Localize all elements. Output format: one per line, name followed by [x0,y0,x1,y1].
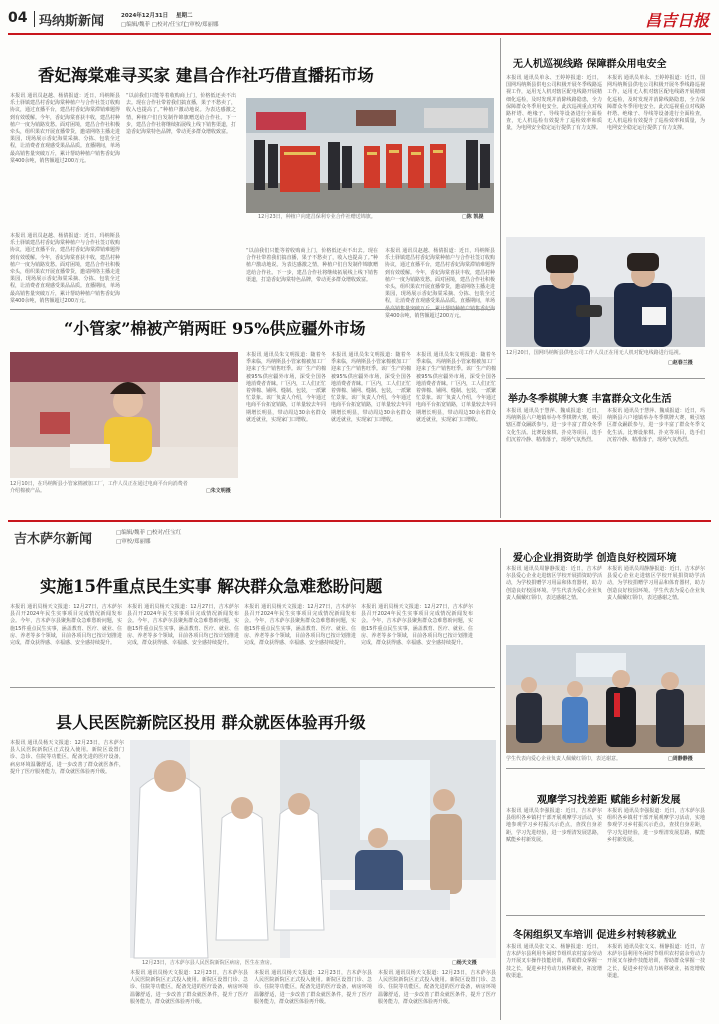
article-a1-col2: “以前我们只能等着收购商上门，价格低还卖不出去。现在合作社带着我们搞直播，果子不愁卖了，收入也提高了。”种植户激动地说。为表达感激之情，种植户们自发制作锦旗赠送给合作社。下一步，建昌合作社将继续拓展线上线下销售渠道，打造香妃海棠特色品牌，带动更多群众增收致富。 [126,93,237,136]
editor-credits: □编辑/魏菲 □校对/任宝红 [121,22,187,28]
article-b5-col2: 本报讯 通讯员张文义、杨静报道：近日，吉木萨尔县利用冬闲时节组织农村富余劳动力开展叉车操作技能培训，帮助群众掌握一技之长，促进乡村劳动力转移就业，拓宽增收渠道。 [607,944,705,979]
section-rule [8,520,711,522]
article-b3-col2: 本报讯 通讯员杨天文报道：12月23日，吉木萨尔县人民医院新院区正式投入使用。新院区设置门诊、急诊、住院等功能区，配备先进的医疗设备，病房环境温馨舒适，进一步改善了群众就医条件，提升了医疗服务能力，群众就医体验再升级。 [130,970,248,1005]
article-a1-col1: 本报讯 通讯员赵越、杨倩报道：近日，玛纳斯县乐土驿镇建昌村香妃海棠种植户与合作社签订收购协议，通过直播平台，建昌村香妃海棠滞销难题得到有效缓解。今年，香妃海棠喜获丰收，建昌村种植户一度为销路发愁。面对困境，建昌合作社积极牵头，组织果农开展直播带货，邀请网络主播走进果园，现场展示香妃海棠采摘、分拣、包装全过程，让消费者直观感受果品品质。直播期间，单场最高销售量突破万斤，累计帮助种植户销售香妃海棠400余吨，销售额超过200万元。 [10,93,121,164]
issue-date: 2024年12月31日 [121,13,169,19]
article-b5-col1: 本报讯 通讯员张文义、杨静报道：近日，吉木萨尔县利用冬闲时节组织农村富余劳动力开展叉车操作技能培训，帮助群众掌握一技之长，促进乡村劳动力转移就业，拓宽增收渠道。 [506,944,602,979]
section-title-jimsar: 吉木萨尔新闻 [14,532,93,547]
article-a3-col1: 本报讯 通讯员朱文明报道：随着冬季来临，玛纳斯县小管家棉被加工厂迎来了生产销售旺季。该厂生产的棉被95%供应疆外市场，深受全国各地消费者青睐。厂区内，工人们正忙着弹棉、铺网、缝制、包装，一派繁忙景象。该厂负责人介绍，今年通过电商平台拓宽销路，订单量较去年同期增长明显，带动周边30余名群众就近就业，实现家门口增收。 [246,352,327,423]
photo-a1-credit: □陈 凯提 [462,214,484,220]
article-a1-col5: 本报讯 通讯员赵越、杨倩报道：近日，玛纳斯县乐土驿镇建昌村香妃海棠种植户与合作社签订收购协议，通过直播平台，建昌村香妃海棠滞销难题得到有效缓解。今年，香妃海棠喜获丰收，建昌村种植户一度为销路发愁。面对困境，建昌合作社积极牵头，组织果农开展直播带货，邀请网络主播走进果园，现场展示香妃海棠采摘、分拣、包装全过程，让消费者直观感受果品品质。直播期间，单场 棠400余吨，销售额超过200万元。 [385,248,496,319]
headline-b2: 爱心企业捐资助学 创造良好校园环境 [513,553,677,564]
article-b1-col2: 本报讯 通讯员杨天文报道：12月27日，吉木萨尔县召开2024年民生实事项目完成情况新闻发布会。今年，吉木萨尔县聚焦群众急难愁盼问题，实施15件重点民生实事，涵盖教育、医疗、就业、住房、养老等多个领域，目前各项目均已按计划推进完成，群众获得感、幸福感、安全感持续提升。 [127,604,239,647]
photo-b2-credit: □周静静摄 [668,756,693,762]
article-a4-col1: 本报讯 通讯员于慧萍、魏成报道：近日，玛纳斯县六户地镇举办冬季棋牌大赛，吸引辖区群众踊跃参与，进一步丰富了群众冬季文化生活。比赛设象棋、扑克等项目，选手们沉着冷静、精准落子，现场气氛热烈。 [506,408,602,443]
article-a3-col3: 本报讯 通讯员朱文明报道：随着冬季来临，玛纳斯县小管家棉被加工厂迎来了生产销售旺季。该厂生产的棉被95%供应疆外市场，深受全国各地消费者青睐。厂区内，工人们正忙着弹棉、铺网、缝制、包装，一派繁忙景象。该厂负责人介绍，今年通过电商平台拓宽销路，订单量较去年同期增长明显，带动周边30余名群众就近就业，实现家门口增收。 [416,352,497,423]
article-divider [10,309,495,310]
headline-a1: 香妃海棠难寻买家 建昌合作社巧借直播拓市场 [38,66,374,85]
article-a3-col2: 本报讯 通讯员朱文明报道：随着冬季来临，玛纳斯县小管家棉被加工厂迎来了生产销售旺季。该厂生产的棉被95%供应疆外市场，深受全国各地消费者青睐。厂区内，工人们正忙着弹棉、铺网、缝制、包装，一派繁忙景象。该厂负责人介绍，今年通过电商平台拓宽销路，订单量较去年同期增长明显，带动周边30余名群众就近就业，实现家门口增收。 [331,352,412,423]
headline-a3: “小管家”棉被产销两旺 95%供应疆外市场 [64,319,366,338]
photo-b3-credit: □杨天文摄 [452,960,477,966]
photo-b3-hospital-ward [130,740,496,958]
article-b2-col1: 本报讯 通讯员周静静报道：近日，吉木萨尔县爱心企业走进辖区学校开展捐资助学活动，为学校捐赠学习用品和体育器材，助力创造良好校园环境。学生代表为爱心企业负责人佩戴红领巾，表达感谢之情。 [506,566,602,601]
editor-credits-jimsar-2: □审校/郑丽娜 [116,539,151,545]
article-divider [10,687,495,688]
article-b1-col3: 本报讯 通讯员杨天文报道：12月27日，吉木萨尔县召开2024年民生实事项目完成情况新闻发布会。今年，吉木萨尔县聚焦群众急难愁盼问题，实施15件重点民生实事，涵盖教育、医疗、就业、住房、养老等多个领域，目前各项目均已按计划推进完成，群众获得感、幸福感、安全感持续提升。 [244,604,356,647]
headline-b5: 冬闲组织叉车培训 促进乡村转移就业 [513,930,677,941]
photo-b2-donation [506,645,705,753]
article-a1-col4: “以前我们只能等着收购商上门，价格低还卖不出去。现在合作社带着我们搞直播，果子不愁卖了，收入也提高了。”种植户激动地说。为表达感激之情，种植户们自发制作锦旗赠送给合作社。下一步，建昌合作社将继续拓展线上线下销售渠道，打造香妃海棠特色品牌，带动更多群众增收致富。 [246,248,378,283]
photo-a1-caption: 12月23日，种植户向建昌保利专业合作社赠送锦旗。 [258,214,376,220]
article-b3-col4: 本报讯 通讯员杨天文报道：12月23日，吉木萨尔县人民医院新院区正式投入使用。新院区设置门诊、急诊、住院等功能区，配备先进的医疗设备，病房环境温馨舒适，进一步改善了群众就医条件，提升了医疗服务能力，群众就医体验再升级。 [378,970,496,1005]
editor-credits-jimsar: □编辑/魏菲 □校对/任宝红 [116,530,182,536]
article-b3-col1: 本报讯 通讯员杨天文报道：12月23日，吉木萨尔县人民医院新院区正式投入使用。新院区设置门诊、急诊、住院等功能区，配备先进的医疗设备，病房环境温馨舒适，进一步改善了群众就医条件，提升了医疗服务能力，群众就医体验再升级。 [10,740,124,775]
article-divider [506,915,705,916]
photo-a2-credit: □赵春兰摄 [668,360,693,366]
photo-a1-banner-ceremony [246,98,494,213]
article-b1-col4: 本报讯 通讯员杨天文报道：12月27日，吉木萨尔县召开2024年民生实事项目完成情况新闻发布会。今年，吉木萨尔县聚焦群众急难愁盼问题，实施15件重点民生实事，涵盖教育、医疗、就业、住房、养老等多个领域，目前各项目均已按计划推进完成，群众获得感、幸福感、安全感持续提升。 [361,604,473,647]
headline-b4: 观摩学习找差距 赋能乡村新发展 [537,795,681,806]
masthead-divider [34,11,35,27]
photo-b3-caption: 12月23日，吉木萨尔县人民医院新院区病房，医生在查房。 [142,960,275,966]
photo-b2-caption: 学生代表向爱心企业负责人佩戴红领巾，表达谢意。 [506,756,622,762]
column-divider [500,548,501,1020]
article-divider [506,378,705,379]
photo-a2-caption: 12月20日，国网玛纳斯县供电公司工作人员正在用无人机对配电线路进行巡视。 [506,350,684,356]
newspaper-logo: 昌吉日报 [644,11,709,30]
masthead-rule [8,33,711,35]
page-number: 04 [8,10,28,26]
headline-a2: 无人机巡视线路 保障群众用电安全 [513,59,667,70]
article-divider [506,768,705,769]
photo-a2-drone-inspection [506,237,705,347]
article-b4-col2: 本报讯 通讯员李强报道：近日，吉木萨尔县组织各乡镇村干部开展观摩学习活动，实地参观学习乡村振兴示范点，查找自身差距，学习先进经验，进一步理清发展思路，赋能乡村新发展。 [607,808,705,843]
editor-credits-2: □审校/郑丽娜 [184,22,219,28]
article-a4-col2: 本报讯 通讯员于慧萍、魏成报道：近日，玛纳斯县六户地镇举办冬季棋牌大赛，吸引辖区群众踊跃参与，进一步丰富了群众冬季文化生活。比赛设象棋、扑克等项目，选手们沉着冷静、精准落子，现场气氛热烈。 [607,408,705,443]
article-b3-col3: 本报讯 通讯员杨天文报道：12月23日，吉木萨尔县人民医院新院区正式投入使用。新院区设置门诊、急诊、住院等功能区，配备先进的医疗设备，病房环境温馨舒适，进一步改善了群众就医条件，提升了医疗服务能力，群众就医体验再升级。 [254,970,372,1005]
section-title: 玛纳斯新闻 [39,14,105,29]
photo-a3-credit: □朱文明摄 [206,488,231,494]
column-divider [500,38,501,518]
article-b2-col2: 本报讯 通讯员周静静报道：近日，吉木萨尔县爱心企业走进辖区学校开展捐资助学活动，为学校捐赠学习用品和体育器材，助力创造良好校园环境。学生代表为爱心企业负责人佩戴红领巾，表达感谢之情。 [607,566,705,601]
photo-a3-livestream-seller [10,352,238,478]
article-a1-col3: 本报讯 通讯员赵越、杨倩报道：近日，玛纳斯县乐土驿镇建昌村香妃海棠种植户与合作社签订收购协议，通过直播平台，建昌村香妃海棠滞销难题得到有效缓解。今年，香妃海棠喜获丰收，建昌村种植户一度为销路发愁。面对困境，建昌合作社积极牵头，组织果农开展直播带货，邀请网络主播走进果园，现场展示香妃海棠采摘、分拣、包装全过程，让消费者直观感受果品品质。直播期间，单场最高销售量突破万斤，累计帮助种植户销售香妃海棠400余吨，销售额超过200万元。 [10,233,121,304]
article-b1-col1: 本报讯 通讯员杨天文报道：12月27日，吉木萨尔县召开2024年民生实事项目完成情况新闻发布会。今年，吉木萨尔县聚焦群众急难愁盼问题，实施15件重点民生实事，涵盖教育、医疗、就业、住房、养老等多个领域，目前各项目均已按计划推进完成，群众获得感、幸福感、安全感持续提升。 [10,604,122,647]
article-a2-col2: 本报讯 通讯员单永、王婷婷报道：近日，国网玛纳斯县供电公司积极开展冬季线路巡视工作，运用无人机对辖区配电线路开展精细化巡检，及时发现并消除线路隐患，全力保障群众冬季用电安全。此次巡视重点对线路杆塔、绝缘子、导线等设备进行全面检查，无人机巡检有效提升了巡检效率和质量，为电网安全稳定运行提供了有力支撑。 [607,75,705,132]
article-b4-col1: 本报讯 通讯员李强报道：近日，吉木萨尔县组织各乡镇村干部开展观摩学习活动，实地参观学习乡村振兴示范点，查找自身差距，学习先进经验，进一步理清发展思路，赋能乡村新发展。 [506,808,602,843]
headline-b3: 县人民医院新院区投用 群众就医体验再升级 [56,713,366,732]
headline-b1: 实施15件重点民生实事 解决群众急难愁盼问题 [40,577,383,596]
photo-a3-caption: 12月10日，在玛纳斯县小管家棉被加工厂，工作人员正在通过电商平台向消费者介绍棉被产品。 [10,481,188,494]
issue-weekday: 星期二 [176,13,193,19]
headline-a4: 举办冬季棋牌大赛 丰富群众文化生活 [508,394,672,405]
article-a2-col1: 本报讯 通讯员单永、王婷婷报道：近日，国网玛纳斯县供电公司积极开展冬季线路巡视工作，运用无人机对辖区配电线路开展精细化巡检，及时发现并消除线路隐患，全力保障群众冬季用电安全。此次巡视重点对线路杆塔、绝缘子、导线等设备进行全面检查，无人机巡检有效提升了巡检效率和质量，为电网安全稳定运行提供了有力支撑。 [506,75,602,132]
